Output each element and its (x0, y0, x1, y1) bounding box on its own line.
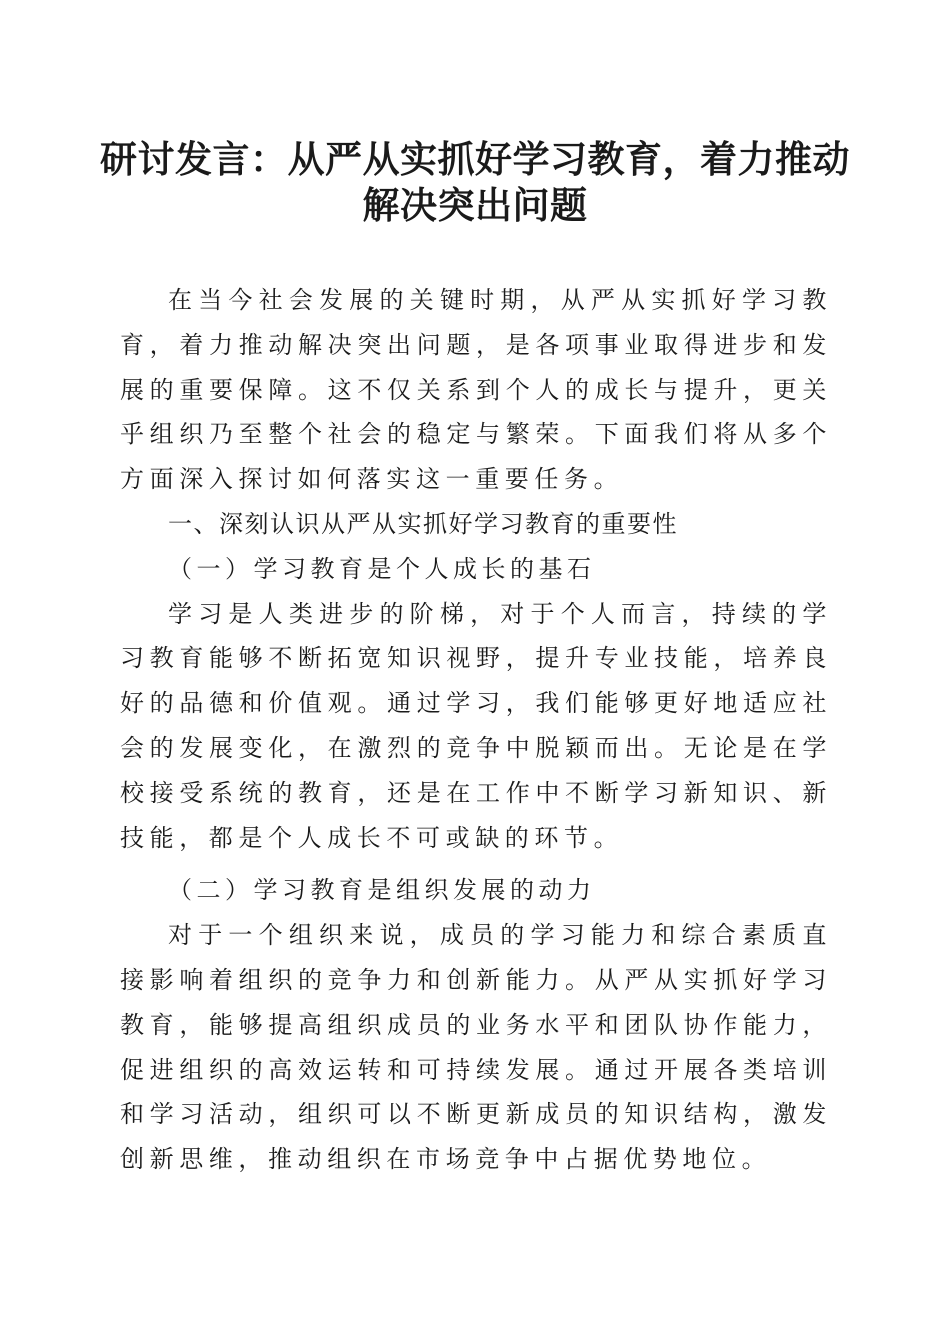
document-body (120, 278, 832, 1182)
title-line-1: 研讨发言：从严从实抓好学习教育，着力推动 (100, 137, 850, 181)
subsection-heading-1: （一）学习教育是个人成长的基石 (168, 554, 596, 583)
subsection-paragraph-2: 对于一个组织来说，成员的学习能力和综合素质直接影响着组织的竞争力和创新能力。从严从实抓好学习教育，能够提高组织成员的业务水平和团队协作能力，促进组织的高效运转和可持续发展。通过开展各类培训和学习活动，组织可以不断更新成员的知识结构，激发创新思维，推动组织在市场竞争中占据优势地位。 (120, 921, 832, 1174)
title-line-2: 解决突出问题 (362, 183, 588, 227)
section-heading-1: 一、深刻认识从严从实抓好学习教育的重要性 (168, 509, 678, 538)
subsection-paragraph-1: 学习是人类进步的阶梯，对于个人而言，持续的学习教育能够不断拓宽知识视野，提升专业技能，培养良好的品德和价值观。通过学习，我们能够更好地适应社会的发展变化，在激烈的竞争中脱颖而出。无论是在学校接受系统的教育，还是在工作中不断学习新知识、新技能，都是个人成长不可或缺的环节。 (120, 599, 832, 852)
subsection-heading-2: （二）学习教育是组织发展的动力 (168, 876, 596, 905)
document-title (100, 136, 850, 228)
intro-paragraph: 在当今社会发展的关键时期，从严从实抓好学习教育，着力推动解决突出问题，是各项事业取得进步和发展的重要保障。这不仅关系到个人的成长与提升，更关乎组织乃至整个社会的稳定与繁荣。下面我们将从多个方面深入探讨如何落实这一重要任务。 (120, 286, 832, 494)
